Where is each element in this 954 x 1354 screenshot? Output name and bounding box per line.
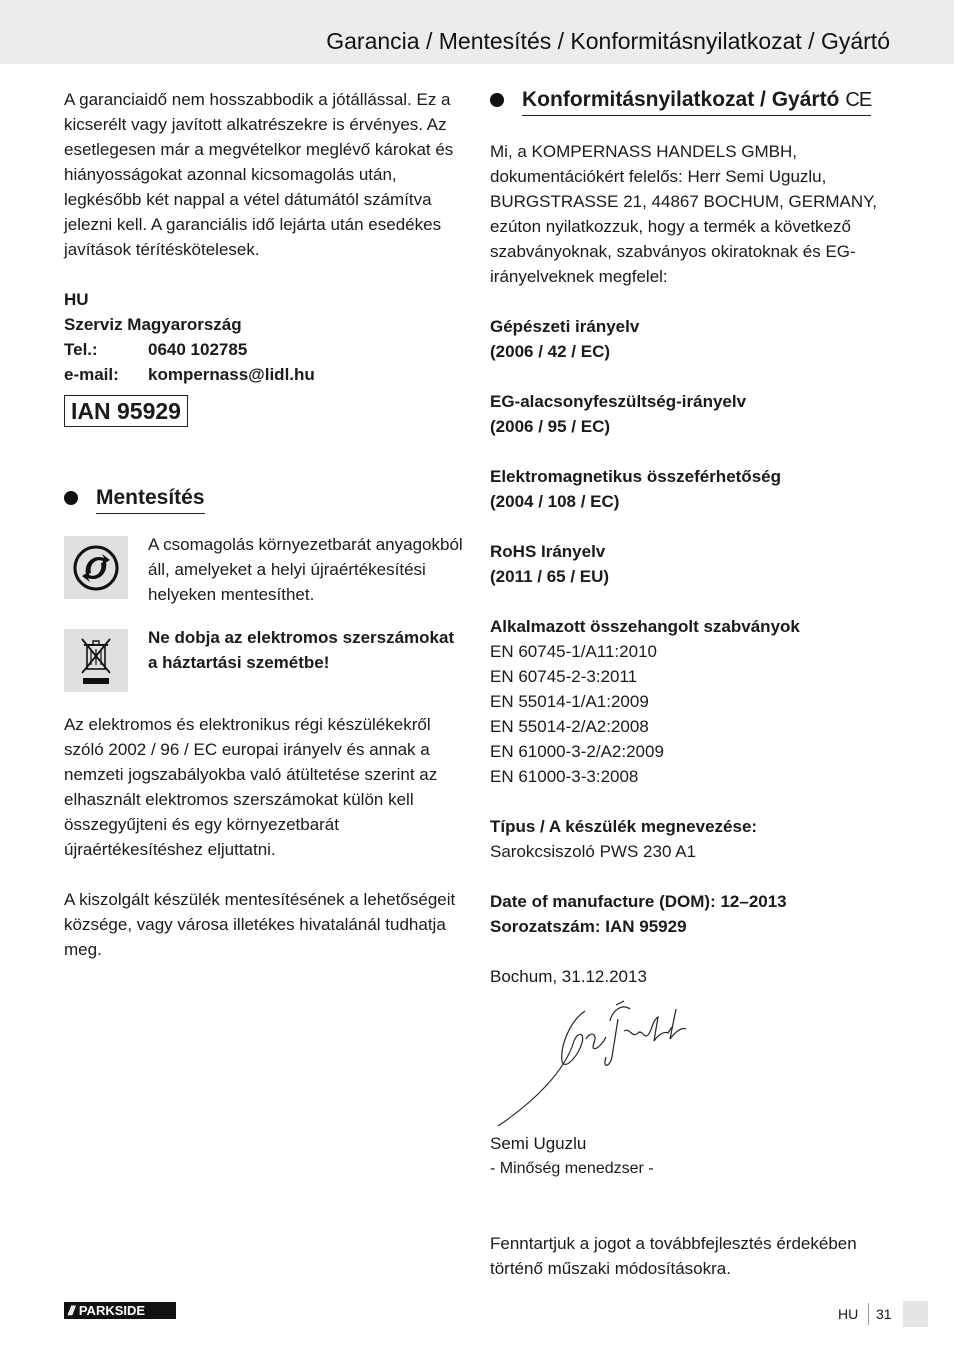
page-number: 31	[876, 1306, 892, 1322]
tel-value: 0640 102785	[148, 340, 248, 359]
standard-item: EN 60745-2-3:2011	[490, 667, 638, 686]
bullet-icon	[64, 491, 78, 505]
declaration-paragraph: Mi, a KOMPERNASS HANDELS GMBH, dokumentációkért felelős: Herr Semi Uguzlu, BURGSTRASSE 21, 44867 BOCHUM, GERMANY, ezúton nyilatkozzuk, hogy a termék a következő szabványoknak, szabványos okiratoknak és EG-irányelveknek megfelel:	[490, 142, 878, 286]
page-language: HU	[838, 1306, 859, 1322]
serial-line: Sorozatszám: IAN 95929	[490, 917, 687, 936]
right-column	[490, 87, 895, 1281]
standard-item: EN 55014-1/A1:2009	[490, 692, 649, 711]
service-contact	[64, 287, 464, 387]
crossed-bin-icon	[64, 629, 128, 692]
disposal-info-paragraph: A kiszolgált készülék mentesítésének a lehetőségeit községe, vagy városa illetékes hivatalánál tudhatja meg.	[64, 890, 456, 959]
page-separator	[868, 1303, 869, 1325]
signature-image	[490, 991, 710, 1129]
conformity-heading	[490, 87, 895, 116]
page-tab	[903, 1301, 928, 1327]
page-title: Garancia / Mentesítés / Konformitásnyilatkozat / Gyártó	[326, 28, 890, 54]
weee-row	[64, 629, 464, 692]
directive-3: Elektromagnetikus összeférhetőség (2004 / 108 / EC)	[490, 467, 781, 511]
tel-label: Tel.:	[64, 340, 98, 359]
directive-4: RoHS Irányelv (2011 / 65 / EU)	[490, 542, 610, 586]
bullet-icon	[490, 93, 504, 107]
service-country: HU	[64, 290, 89, 309]
left-column	[64, 87, 464, 962]
brand-name: PARKSIDE	[78, 1303, 146, 1318]
signer-name: Semi Uguzlu	[490, 1134, 587, 1153]
packaging-text: A csomagolás környezetbarát anyagokból áll, amelyeket a helyi újraértékesítési helyeken mentesíthet.	[148, 535, 463, 604]
warranty-paragraph: A garanciaidő nem hosszabbodik a jótállással. Ez a kicserélt vagy javított alkatrészekre is érvényes. Az esetlegesen már a megvételkor meglévő károkat és hiányosságokat azonnal kicsomagolás után, legkésőbb két nappal a vétel dátumától számítva jelezni kell. A garanciális idő lejárta után esedékes javítások térítéskötelesek.	[64, 90, 454, 259]
email-value: kompernass@lidl.hu	[148, 365, 315, 384]
packaging-row	[64, 536, 464, 607]
directive-1: Gépészeti irányelv (2006 / 42 / EC)	[490, 317, 640, 361]
ian-box: IAN 95929	[64, 395, 188, 427]
signer-role: - Minőség menedzser -	[490, 1160, 654, 1177]
service-name: Szerviz Magyarország	[64, 315, 242, 334]
parkside-logo	[64, 1302, 176, 1319]
standard-item: EN 55014-2/A2:2008	[490, 717, 649, 736]
service-table	[64, 337, 315, 387]
standard-item: EN 61000-3-3:2008	[490, 767, 639, 786]
conformity-title: Konformitásnyilatkozat / Gyártó	[522, 88, 840, 111]
recycle-icon	[64, 536, 128, 599]
reservation-paragraph: Fenntartjuk a jogot a továbbfejlesztés érdekében történő műszaki módosításokra.	[490, 1234, 857, 1278]
logo-stripes-icon: ///	[68, 1303, 73, 1318]
page-header	[0, 0, 954, 64]
standard-item: EN 61000-3-2/A2:2009	[490, 742, 664, 761]
disposal-title: Mentesítés	[96, 485, 205, 514]
disposal-heading	[64, 485, 464, 514]
standards-title: Alkalmazott összehangolt szabványok	[490, 617, 800, 636]
conformity-title-wrap	[522, 87, 871, 116]
dom-line: Date of manufacture (DOM): 12–2013	[490, 892, 787, 911]
place-date: Bochum, 31.12.2013	[490, 967, 647, 986]
ce-mark-icon: CE	[845, 89, 872, 111]
weee-paragraph: Az elektromos és elektronikus régi készülékekről szóló 2002 / 96 / EC europai irányelv és annak a nemzeti jogszabályokba való átültetése szerint az elhasznált elektromos szerszámokat külön kell összegyűjteni és egy környezetbarát újraértékesítéshez eljuttatni.	[64, 715, 438, 859]
warning-text: Ne dobja az elektromos szerszámokat a háztartási szemétbe!	[148, 628, 455, 672]
directive-2: EG-alacsonyfeszültség-irányelv (2006 / 95 / EC)	[490, 392, 747, 436]
standard-item: EN 60745-1/A11:2010	[490, 642, 657, 661]
type-value: Sarokcsiszoló PWS 230 A1	[490, 842, 696, 861]
email-label: e-mail:	[64, 365, 119, 384]
type-label: Típus / A készülék megnevezése:	[490, 817, 758, 836]
